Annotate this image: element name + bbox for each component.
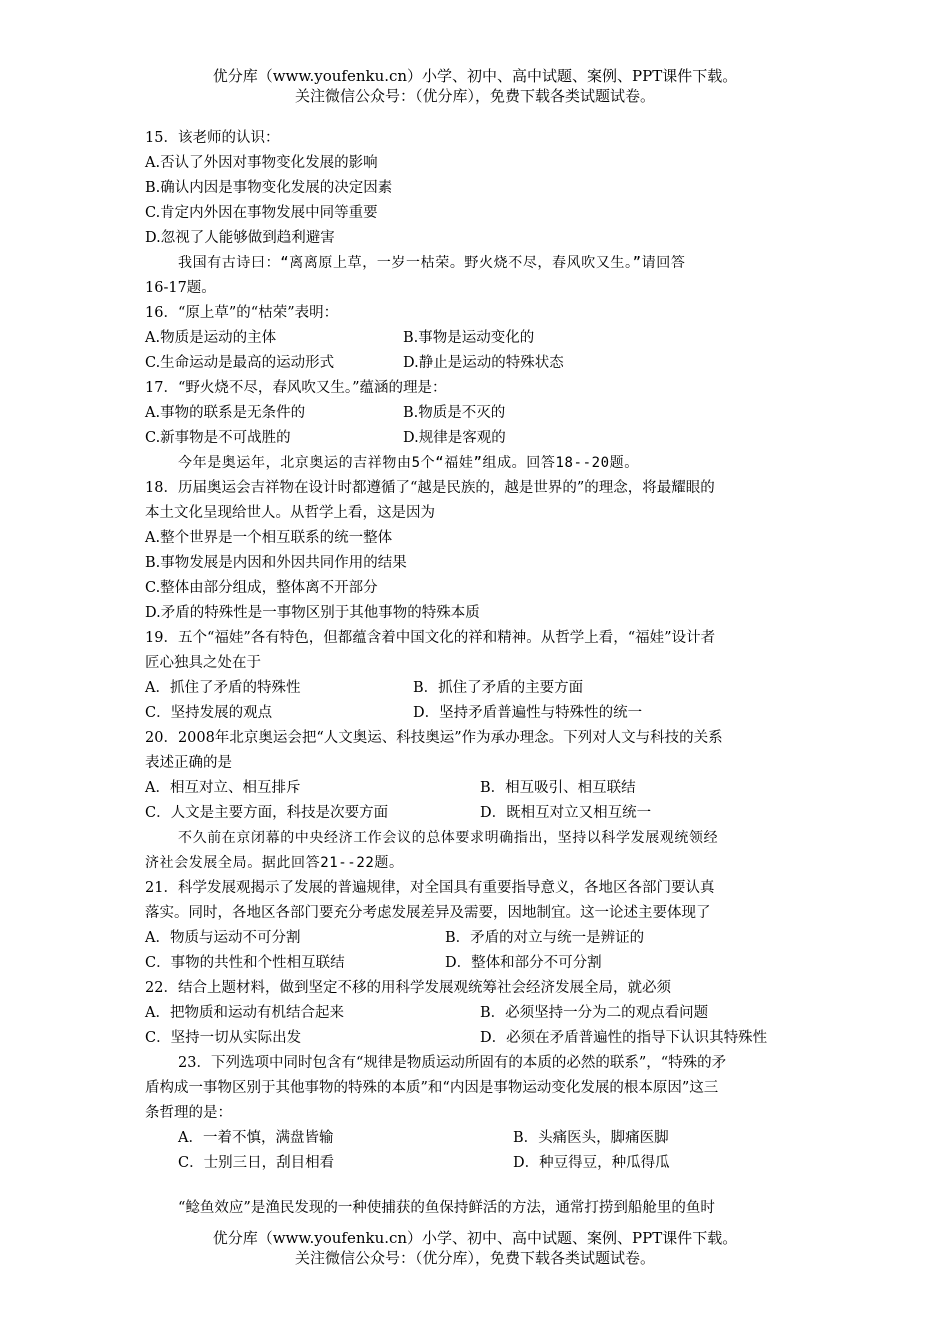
section-gap xyxy=(145,1176,815,1196)
question-stem: 23．下列选项中同时包含有“规律是物质运动所固有的本质的必然的联系”，“特殊的矛 xyxy=(178,1055,727,1071)
page-footer xyxy=(0,1228,950,1268)
option-c: C．事物的共性和个性相互联结 xyxy=(145,955,345,971)
option-a: A．一着不慎，满盘皆输 xyxy=(178,1130,334,1146)
option-c: C．坚持一切从实际出发 xyxy=(145,1030,302,1046)
option-d: D．坚持矛盾普遍性与特殊性的统一 xyxy=(413,705,643,721)
passage-line-1: “鲶鱼效应”是渔民发现的一种使捕获的鱼保持鲜活的方法，通常打捞到船舱里的鱼时 xyxy=(178,1200,715,1216)
intro-line-1: 不久前在京闭幕的中央经济工作会议的总体要求明确指出，坚持以科学发展观统领经 xyxy=(178,830,719,846)
question-stem-cont: 落实。同时，各地区各部门要充分考虑发展差异及需要，因地制宜。这一论述主要体现了 xyxy=(145,905,711,921)
intro-line-1: 我国有古诗曰：“离离原上草，一岁一枯荣。野火烧不尽，春风吹又生。”请回答 xyxy=(178,255,686,271)
option-b: B．必须坚持一分为二的观点看问题 xyxy=(480,1005,709,1021)
intro-line-2: 16-17题。 xyxy=(145,280,216,296)
option-c: C.肯定内外因在事物发展中同等重要 xyxy=(145,205,378,221)
question-15 xyxy=(145,126,815,251)
question-23 xyxy=(145,1051,815,1176)
option-a: A.物质是运动的主体 xyxy=(145,330,277,346)
question-stem-cont: 表述正确的是 xyxy=(145,755,232,771)
option-c: C.生命运动是最高的运动形式 xyxy=(145,355,335,371)
option-d: D.静止是运动的特殊状态 xyxy=(403,355,564,371)
option-d: D．整体和部分不可分割 xyxy=(445,955,602,971)
header-line-2: 关注微信公众号：（优分库），免费下载各类试题试卷。 xyxy=(294,87,655,105)
intro-21-22 xyxy=(145,826,815,876)
question-stem: 15．该老师的认识： xyxy=(145,130,280,146)
option-d: D．必须在矛盾普遍性的指导下认识其特殊性 xyxy=(480,1030,768,1046)
option-d: D.矛盾的特殊性是一事物区别于其他事物的特殊本质 xyxy=(145,605,480,621)
option-a: A．抓住了矛盾的特殊性 xyxy=(145,680,301,696)
header-line-1: 优分库（www.youfenku.cn）小学、初中、高中试题、案例、PPT课件下载。 xyxy=(212,67,738,85)
question-22 xyxy=(145,976,815,1051)
option-c: C．士别三日，刮目相看 xyxy=(178,1155,335,1171)
option-d: D.忽视了人能够做到趋利避害 xyxy=(145,230,335,246)
option-c: C.新事物是不可战胜的 xyxy=(145,430,291,446)
option-a: A．物质与运动不可分割 xyxy=(145,930,301,946)
option-b: B．矛盾的对立与统一是辨证的 xyxy=(445,930,645,946)
footer-line-1: 优分库（www.youfenku.cn）小学、初中、高中试题、案例、PPT课件下载。 xyxy=(212,1229,738,1247)
intro-line-1: 今年是奥运年，北京奥运的吉祥物由5个“福娃”组成。回答18--20题。 xyxy=(178,455,639,471)
question-stem-cont: 匠心独具之处在于 xyxy=(145,655,261,671)
option-b: B.事物发展是内因和外因共同作用的结果 xyxy=(145,555,407,571)
page-header xyxy=(0,66,950,106)
question-stem-cont: 盾构成一事物区别于其他事物的特殊的本质”和“内因是事物运动变化发展的根本原因”这三 xyxy=(145,1080,719,1096)
question-stem: 21．科学发展观揭示了发展的普遍规律，对全国具有重要指导意义，各地区各部门要认真 xyxy=(145,880,715,896)
option-d: D．种豆得豆，种瓜得瓜 xyxy=(513,1155,670,1171)
option-b: B．头痛医头，脚痛医脚 xyxy=(513,1130,669,1146)
intro-line-2: 济社会发展全局。据此回答21--22题。 xyxy=(145,855,404,871)
next-passage xyxy=(145,1196,815,1221)
question-16 xyxy=(145,301,815,376)
question-stem: 18．历届奥运会吉祥物在设计时都遵循了“越是民族的，越是世界的”的理念，将最耀眼的 xyxy=(145,480,715,496)
question-stem-cont: 本土文化呈现给世人。从哲学上看，这是因为 xyxy=(145,505,435,521)
exam-content xyxy=(145,126,815,1221)
question-stem: 22．结合上题材料，做到坚定不移的用科学发展观统筹社会经济发展全局，就必须 xyxy=(145,980,671,996)
question-18 xyxy=(145,476,815,626)
question-stem: 19．五个“福娃”各有特色，但都蕴含着中国文化的祥和精神。从哲学上看，“福娃”设计者 xyxy=(145,630,716,646)
option-a: A.否认了外因对事物变化发展的影响 xyxy=(145,155,378,171)
option-a: A.事物的联系是无条件的 xyxy=(145,405,306,421)
question-20 xyxy=(145,726,815,826)
option-c: C．人文是主要方面，科技是次要方面 xyxy=(145,805,389,821)
option-b: B.确认内因是事物变化发展的决定因素 xyxy=(145,180,393,196)
option-a: A．相互对立、相互排斥 xyxy=(145,780,301,796)
option-a: A.整个世界是一个相互联系的统一整体 xyxy=(145,530,393,546)
option-d: D．既相互对立又相互统一 xyxy=(480,805,652,821)
question-stem-cont-2: 条哲理的是： xyxy=(145,1105,232,1121)
option-b: B．相互吸引、相互联结 xyxy=(480,780,636,796)
question-stem: 16．“原上草”的“枯荣”表明： xyxy=(145,305,339,321)
option-b: B.物质是不灭的 xyxy=(403,405,506,421)
footer-line-2: 关注微信公众号：（优分库），免费下载各类试题试卷。 xyxy=(294,1249,655,1267)
option-b: B.事物是运动变化的 xyxy=(403,330,535,346)
question-stem: 17．“野火烧不尽，春风吹又生。”蕴涵的理是： xyxy=(145,380,447,396)
intro-16-17 xyxy=(145,251,815,301)
option-c: C.整体由部分组成，整体离不开部分 xyxy=(145,580,378,596)
option-c: C．坚持发展的观点 xyxy=(145,705,273,721)
question-stem: 20．2008年北京奥运会把“人文奥运、科技奥运”作为承办理念。下列对人文与科技的关系 xyxy=(145,730,723,746)
intro-18-20 xyxy=(145,451,815,476)
question-19 xyxy=(145,626,815,726)
question-21 xyxy=(145,876,815,976)
question-17 xyxy=(145,376,815,451)
option-b: B．抓住了矛盾的主要方面 xyxy=(413,680,584,696)
option-d: D.规律是客观的 xyxy=(403,430,506,446)
option-a: A．把物质和运动有机结合起来 xyxy=(145,1005,344,1021)
